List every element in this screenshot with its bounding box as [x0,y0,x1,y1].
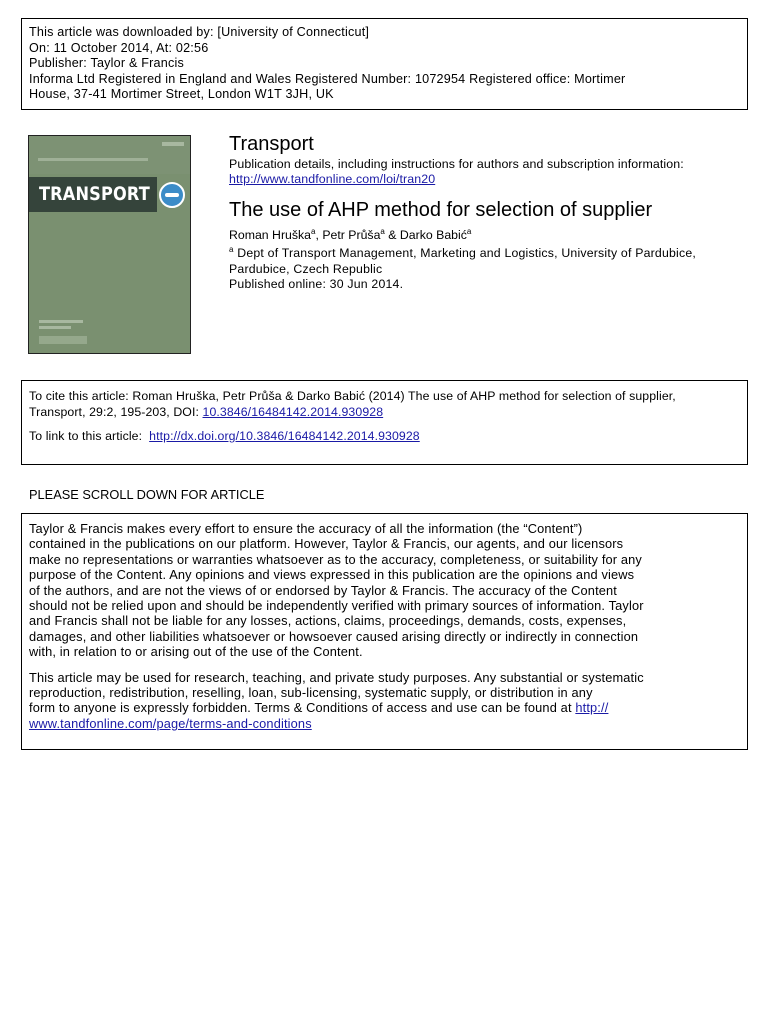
author-name: Petr Průša [322,228,381,242]
journal-link[interactable]: http://www.tandfonline.com/loi/tran20 [229,172,436,186]
author-name: Roman Hruška [229,228,312,242]
author-separator: & [384,228,400,242]
affiliation-text: Dept of Transport Management, Marketing and Logistics, University of Pardubice, [233,246,696,260]
download-line: House, 37-41 Mortimer Street, London W1T 3JH, UK [29,87,334,102]
publication-details [229,157,684,187]
download-line: Informa Ltd Registered in England and Wales Registered Number: 1072954 Registered office: Mortimer [29,71,626,86]
disclaimer-line: damages, and other liabilities whatsoever or howsoever caused arising directly or indirectly in connection [29,628,639,644]
doi-link[interactable]: 10.3846/16484142.2014.930928 [202,405,384,419]
download-line: On: 11 October 2014, At: 02:56 [29,40,209,55]
article-link[interactable]: http://dx.doi.org/10.3846/16484142.2014.930928 [149,429,420,443]
terms-link[interactable]: www.tandfonline.com/page/terms-and-conditions [29,715,312,731]
article-title: The use of AHP method for selection of supplier [229,199,653,221]
published-date: Published online: 30 Jun 2014. [229,277,404,291]
citation-line [29,404,740,420]
journal-title: Transport [229,133,314,155]
download-info-box [21,18,748,110]
disclaimer-line [29,716,740,731]
disclaimer-line: purpose of the Content. Any opinions and views expressed in this publication are the opinions and views [29,567,635,583]
cover-corner-mark [162,142,184,146]
author-sup: a [466,226,472,236]
author-sup: a [380,226,385,236]
disclaimer-text: form to anyone is expressly forbidden. Terms & Conditions of access and use can be found at [29,700,576,716]
terms-link[interactable]: http:// [575,700,609,716]
citation-box [21,380,748,465]
disclaimer-line: and Francis shall not be liable for any losses, actions, claims, proceedings, demands, costs, expenses, [29,613,627,629]
disclaimer-box [21,513,748,750]
cover-title: TRANSPORT [39,183,150,205]
article-link-line [29,428,740,444]
disclaimer-line: contained in the publications on our platform. However, Taylor & Francis, our agents, and our licensors [29,536,624,552]
affiliation-line [229,246,729,262]
publisher-logo-icon [39,336,87,344]
disclaimer-line [29,700,740,715]
disclaimer-line: make no representations or warranties whatsoever as to the accuracy, completeness, or suitability for any [29,551,642,567]
author-list [229,228,471,242]
affiliation-line: Pardubice, Czech Republic [229,261,383,276]
cover-footer-text-bar [39,320,83,323]
disclaimer-line: should not be relied upon and should be independently verified with primary sources of information. Taylor [29,598,644,614]
scroll-note: PLEASE SCROLL DOWN FOR ARTICLE [29,487,265,502]
citation-prefix: Transport, 29:2, 195-203, DOI: [29,405,203,419]
link-prefix: To link to this article: [29,429,150,443]
disclaimer-line: of the authors, and are not the views of or endorsed by Taylor & Francis. The accuracy of the Content [29,582,618,598]
cover-header-text-bar [38,158,148,161]
affiliation [229,246,729,293]
author-sup: a [311,226,316,236]
disclaimer-line: reproduction, redistribution, reselling, loan, sub-licensing, systematic supply, or distribution in any [29,685,593,701]
download-line: This article was downloaded by: [University of Connecticut] [29,25,370,39]
disclaimer-line: Taylor & Francis makes every effort to ensure the accuracy of all the information (the “Content”) [29,521,583,536]
journal-logo-icon [159,182,185,208]
publication-details-text: Publication details, including instructions for authors and subscription information: [229,157,684,171]
author-name: Darko Babić [399,228,467,242]
download-line: Publisher: Taylor & Francis [29,56,184,71]
journal-cover [28,135,191,354]
citation-line: To cite this article: Roman Hruška, Petr Průša & Darko Babić (2014) The use of AHP method for selection of supplier, [29,389,676,403]
author-separator: , [315,228,323,242]
cover-footer-text-bar [39,326,71,329]
affiliation-sup: a [229,244,234,254]
disclaimer-line: with, in relation to or arising out of the use of the Content. [29,644,363,660]
disclaimer-line: This article may be used for research, teaching, and private study purposes. Any substantial or systematic [29,669,644,685]
